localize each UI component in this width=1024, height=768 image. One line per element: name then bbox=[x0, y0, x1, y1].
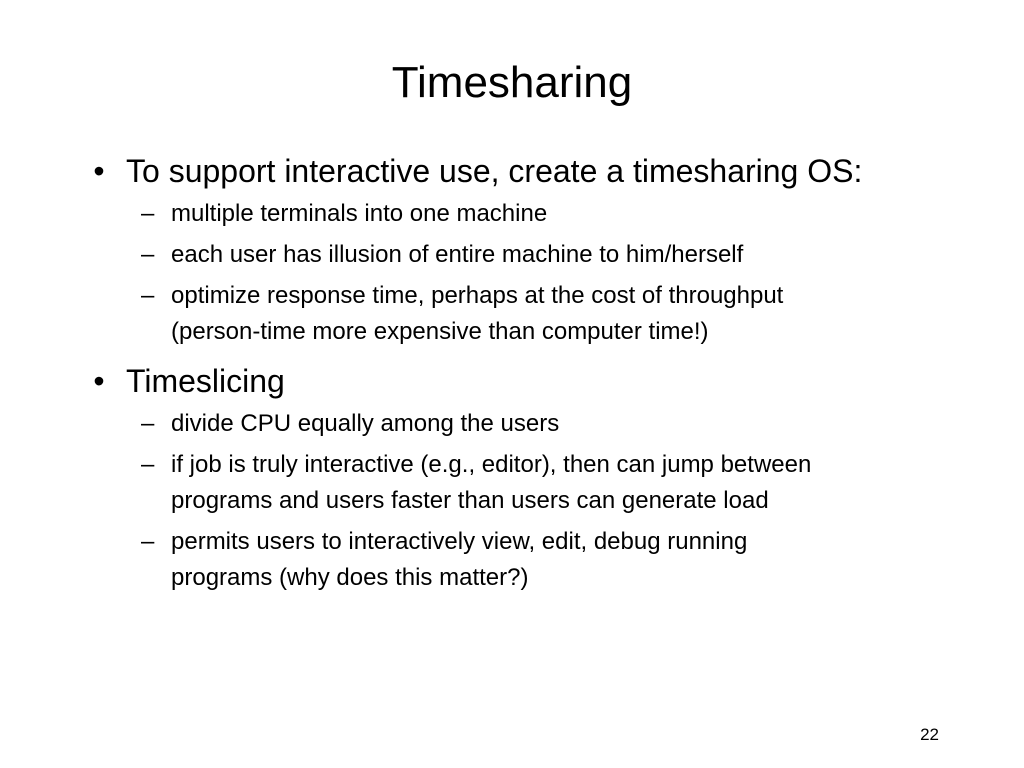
sub-item bbox=[84, 447, 964, 519]
dash-glyph: – bbox=[141, 410, 155, 437]
sub-item bbox=[84, 237, 964, 273]
dash-glyph: – bbox=[141, 528, 155, 555]
bullet-text: Timeslicing bbox=[126, 363, 285, 399]
sub-item bbox=[84, 406, 964, 442]
sub-item bbox=[84, 196, 964, 232]
sub-list bbox=[84, 196, 964, 350]
bullet-glyph: • bbox=[93, 153, 105, 189]
sub-item-text: if job is truly interactive (e.g., editor), then can jump between bbox=[171, 451, 812, 478]
dash-glyph: – bbox=[141, 241, 155, 268]
sub-item-text: divide CPU equally among the users bbox=[171, 410, 560, 437]
sub-item-text-continued: (person-time more expensive than computer time!) bbox=[171, 318, 709, 345]
page-number: 22 bbox=[920, 725, 939, 744]
sub-item bbox=[84, 278, 964, 350]
dash-glyph: – bbox=[141, 282, 155, 309]
sub-item-text: permits users to interactively view, edit, debug running bbox=[171, 528, 748, 555]
sub-item-text-continued: programs (why does this matter?) bbox=[171, 564, 529, 591]
bullet-item-timeslicing bbox=[84, 360, 964, 402]
dash-glyph: – bbox=[141, 200, 155, 227]
bullet-list bbox=[84, 150, 964, 606]
slide-title: Timesharing bbox=[391, 58, 633, 107]
bullet-text: To support interactive use, create a timesharing OS: bbox=[126, 153, 863, 189]
sub-item-text: multiple terminals into one machine bbox=[171, 200, 548, 227]
sub-item-text-continued: programs and users faster than users can generate load bbox=[171, 487, 769, 514]
sub-item-text: each user has illusion of entire machine to him/herself bbox=[171, 241, 744, 268]
bullet-glyph: • bbox=[93, 363, 105, 399]
sub-item bbox=[84, 524, 964, 596]
dash-glyph: – bbox=[141, 451, 155, 478]
bullet-item-timesharing-os bbox=[84, 150, 964, 192]
sub-item-text: optimize response time, perhaps at the cost of throughput bbox=[171, 282, 784, 309]
sub-list bbox=[84, 406, 964, 596]
